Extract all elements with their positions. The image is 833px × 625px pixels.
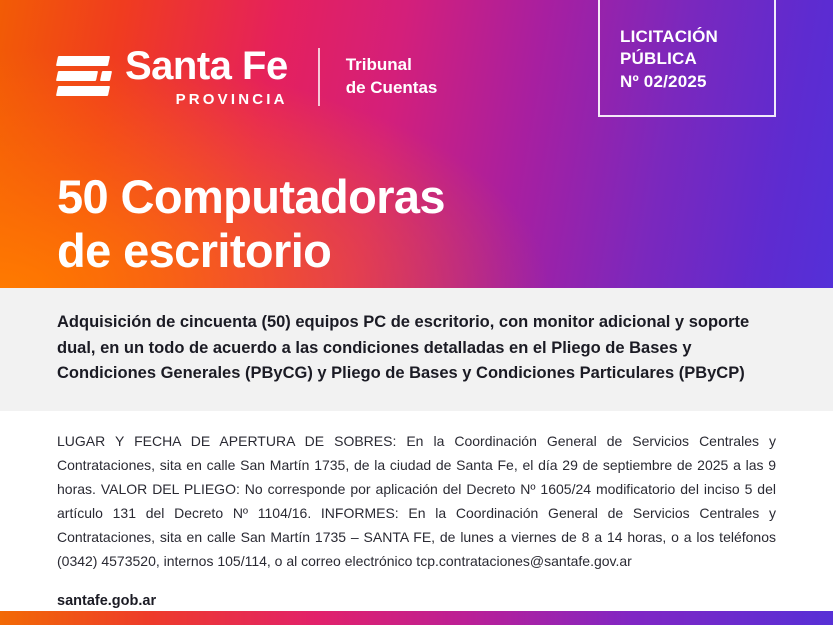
tender-number-box: [598, 0, 776, 117]
details-band: [0, 411, 833, 611]
brand-lockup: [57, 46, 437, 107]
website-label: santafe.gob.ar: [57, 593, 157, 610]
tender-line-3: Nº 02/2025: [620, 71, 707, 91]
logo-subtitle: PROVINCIA: [175, 91, 288, 108]
organization-name: [346, 54, 438, 100]
organization-line-2: de Cuentas: [345, 77, 438, 97]
logo-wordmark: [125, 46, 288, 107]
organization-line-1: Tribunal: [345, 54, 412, 74]
bottom-gradient-bar: [0, 611, 833, 625]
santa-fe-logo-icon: [57, 53, 111, 101]
page-title-line-2: de escritorio: [57, 223, 332, 277]
summary-text: Adquisición de cincuenta (50) equipos PC de escritorio, con monitor adicional y soporte dual, en un todo de acuerdo a las condiciones detalladas en el Pliego de Bases y Condiciones Generales (PByCG) y Pliego de Bases y Condiciones Particulares (PByCP): [57, 313, 750, 383]
details-text: LUGAR Y FECHA DE APERTURA DE SOBRES: En la Coordinación General de Servicios Centrales y Contrataciones, sita en calle San Martín 1735, de la ciudad de Santa Fe, el día 29 de septiembre de 2025 a las 9 horas. VALOR DEL PLIEGO: No corresponde por aplicación del Decreto Nº 1605/24 modificatorio del inciso 5 del artículo 131 del Decreto Nº 1104/16. INFORMES: En la Coordinación General de Servicios Centrales y Contrataciones, sita en calle San Martín 1735 – SANTA FE, de lunes a viernes de 8 a 14 horas, o a los teléfonos (0342) 4573520, internos 105/114, o al correo electrónico tcp.contrataciones@santafe.gov.ar: [57, 432, 776, 570]
summary-band: [0, 288, 833, 411]
logo-divider: [318, 48, 320, 106]
logo-title: Santa Fe: [125, 44, 288, 88]
tender-line-1: LICITACIÓN: [620, 27, 719, 46]
tender-line-2: PÚBLICA: [620, 49, 697, 69]
page-title-line-1: 50 Computadoras: [57, 170, 445, 223]
page-title: [57, 170, 445, 277]
hero-banner: [0, 0, 833, 288]
